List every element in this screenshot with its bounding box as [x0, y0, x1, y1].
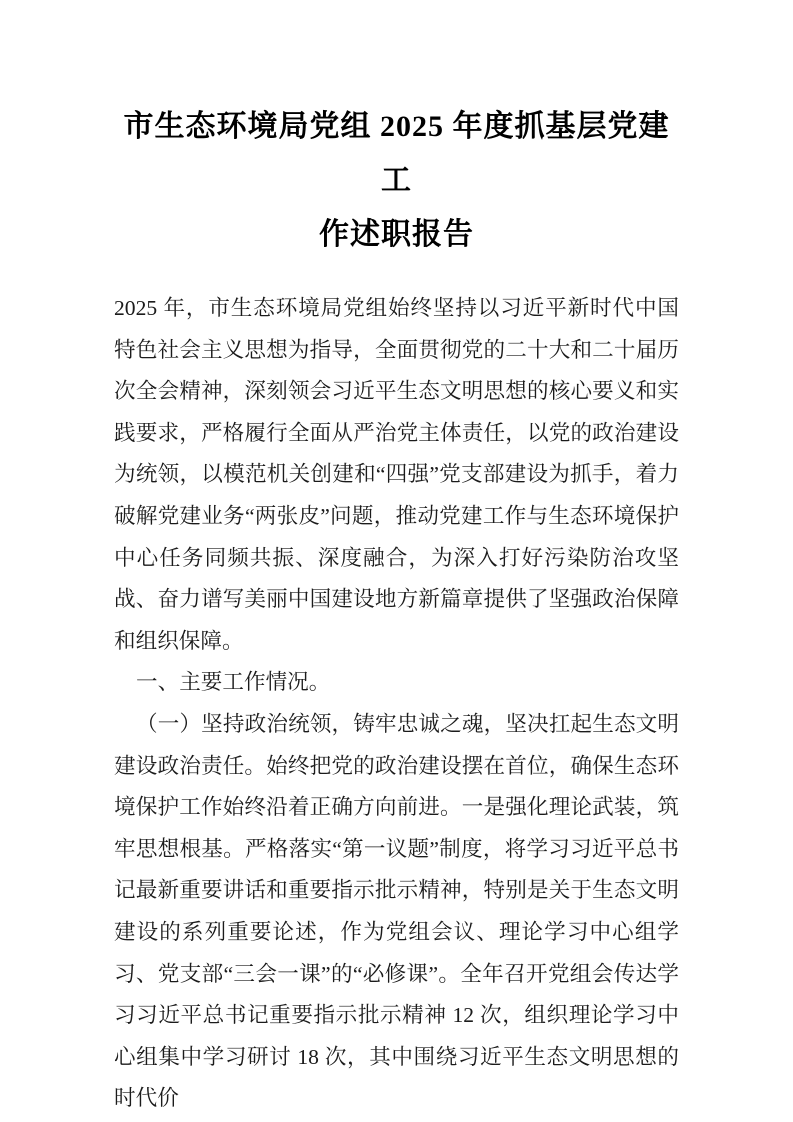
body-paragraph: （一）坚持政治统领，铸牢忠诚之魂，坚决扛起生态文明建设政治责任。始终把党的政治建设摆在首位，确保生态环境保护工作始终沿着正确方向前进。一是强化理论武装，筑牢思想根基。严格落实“第一议题”制度，将学习习近平总书记最新重要讲话和重要指示批示精神，特别是关于生态文明建设的系列重要论述，作为党组会议、理论学习中心组学习、党支部“三会一课”的“必修课”。全年召开党组会传达学习习近平总书记重要指示批示精神 12 次，组织理论学习中心组集中学习研讨 18 次，其中围绕习近平生态文明思想的时代价 — [114, 711, 679, 1111]
document-title-line-1: 市生态环境局党组 2025 年度抓基层党建工 — [123, 110, 670, 197]
section-heading: 一、主要工作情况。 — [136, 670, 331, 695]
document-title — [114, 100, 679, 262]
document-body — [114, 288, 679, 1120]
body-paragraph: 2025 年，市生态环境局党组始终坚持以习近平新时代中国特色社会主义思想为指导，全面贯彻党的二十大和二十届历次全会精神，深刻领会习近平生态文明思想的核心要义和实践要求，严格履行全面从严治党主体责任，以党的政治建设为统领，以模范机关创建和“四强”党支部建设为抓手，着力破解党建业务“两张皮”问题，推动党建工作与生态环境保护中心任务同频共振、深度融合，为深入打好污染防治攻坚战、奋力谱写美丽中国建设地方新篇章提供了坚强政治保障和组织保障。 — [114, 296, 679, 653]
document-title-line-2: 作述职报告 — [319, 218, 474, 251]
